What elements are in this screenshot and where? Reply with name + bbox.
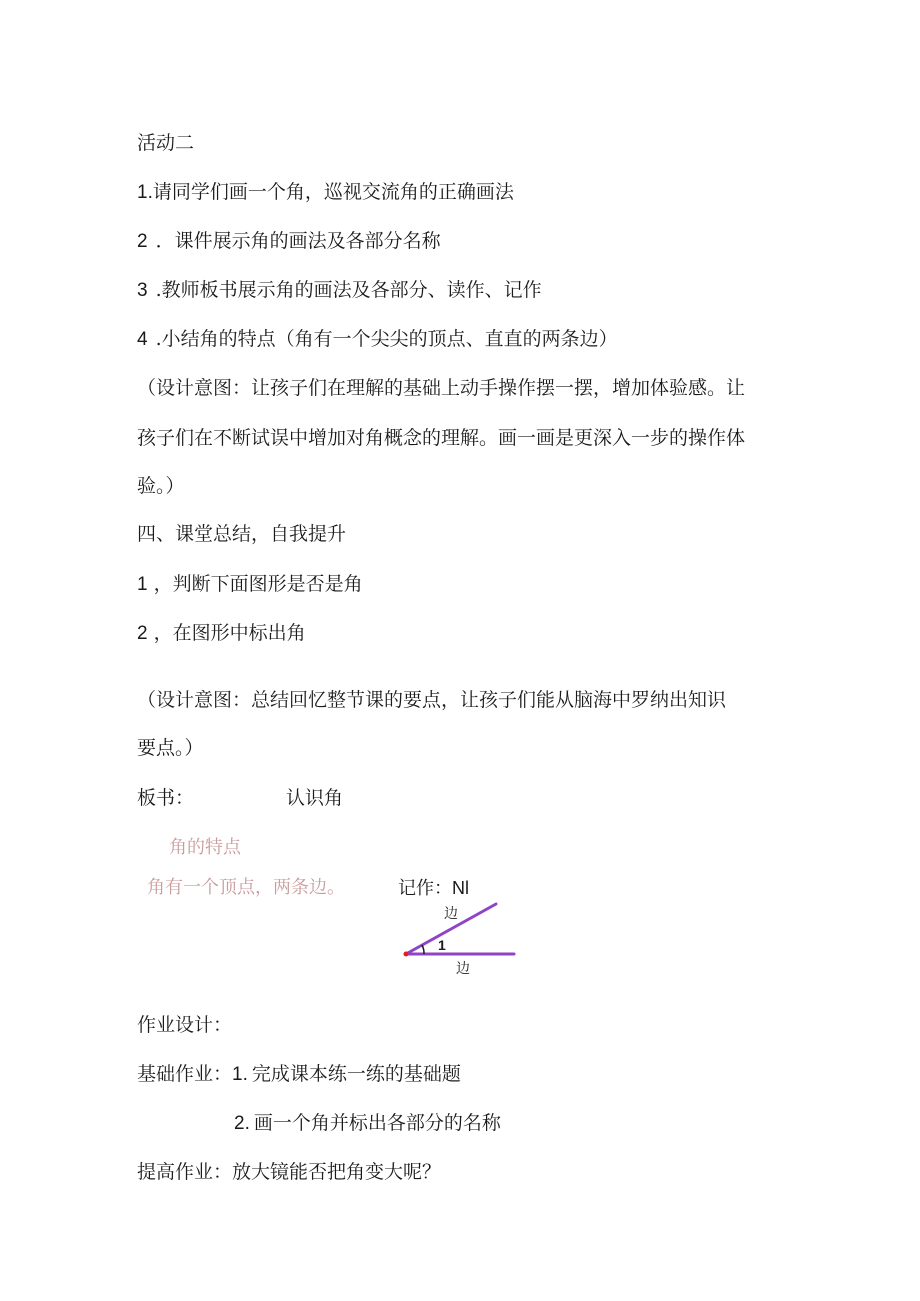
item-text: ，在图形中标出角	[153, 622, 306, 644]
angle-vertex	[404, 952, 409, 957]
activity2-item-2	[137, 229, 441, 254]
activity2-heading: 活动二	[137, 132, 195, 154]
angle-figure	[398, 896, 523, 981]
section4-design-intent-line-1: （设计意图：总结回忆整节课的要点，让孩子们能从脑海中罗纳出知识	[137, 689, 727, 711]
activity2-design-intent-line-3: 验。）	[137, 475, 185, 497]
homework-basic-item-2	[234, 1111, 501, 1136]
basic-label: 基础作业：	[137, 1063, 233, 1085]
item-text: 请同学们画一个角，巡视交流角的正确画法	[152, 181, 514, 203]
section4-item-2	[137, 621, 306, 646]
section4-design-intent-line-2: 要点。）	[137, 737, 204, 759]
board-title: 认识角	[286, 787, 344, 809]
board-label: 板书：	[137, 787, 195, 809]
item-number: 1.	[232, 1064, 248, 1085]
activity2-design-intent-line-1: （设计意图：让孩子们在理解的基础上动手操作摆一摆，增加体验感。让	[137, 377, 746, 399]
homework-basic	[137, 1062, 461, 1087]
activity2-item-1	[137, 180, 514, 205]
section4-heading: 四、课堂总结，自我提升	[137, 523, 347, 545]
item-number: 1.	[137, 182, 153, 203]
item-text: 完成课本练一练的基础题	[251, 1063, 461, 1085]
advanced-text: 放大镜能否把角变大呢？	[232, 1161, 442, 1183]
board-feature-title: 角的特点	[169, 837, 241, 858]
side-top-label: 边	[444, 906, 458, 922]
homework-heading: 作业设计：	[137, 1014, 233, 1036]
activity2-design-intent-line-2: 孩子们在不断试误中增加对角概念的理解。画一画是更深入一步的操作体	[137, 427, 746, 449]
notation-label: 记作：	[398, 878, 452, 899]
item-number: 3	[137, 280, 148, 301]
item-number: 2.	[234, 1113, 250, 1134]
angle-label: 1	[438, 937, 446, 953]
item-number: 4	[137, 329, 148, 350]
item-text: 画一个角并标出各部分的名称	[253, 1112, 501, 1134]
item-text: ，判断下面图形是否是角	[153, 573, 363, 595]
activity2-item-4	[137, 327, 618, 352]
item-text: ．课件展示角的画法及各部分名称	[155, 230, 441, 252]
item-number: 1	[137, 574, 148, 595]
notation-value: Nl	[452, 878, 469, 898]
activity2-item-3	[137, 278, 542, 303]
item-text: .教师板书展示角的画法及各部分、读作、记作	[155, 279, 542, 301]
homework-advanced	[137, 1160, 441, 1184]
side-bottom-label: 边	[456, 961, 470, 977]
board-feature-text: 角有一个顶点，两条边。	[147, 877, 345, 898]
item-number: 2	[137, 623, 148, 644]
advanced-label: 提高作业：	[137, 1161, 233, 1183]
section4-item-1	[137, 572, 363, 597]
item-text: .小结角的特点（角有一个尖尖的顶点、直直的两条边）	[155, 328, 618, 350]
item-number: 2	[137, 231, 148, 252]
